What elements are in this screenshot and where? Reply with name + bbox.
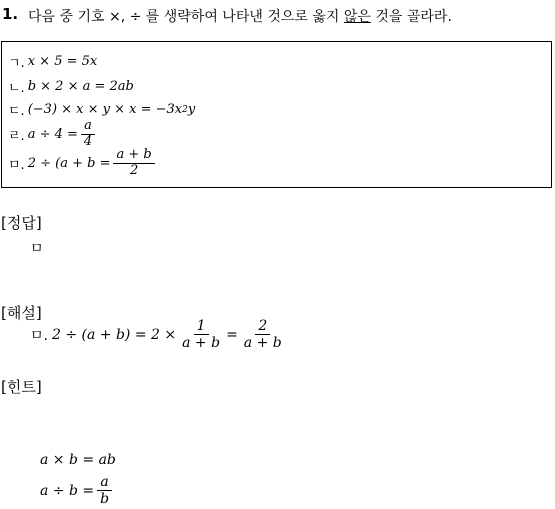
- explanation-fraction-2: [241, 318, 285, 351]
- choice-1: [8, 52, 97, 71]
- fraction-numerator: 2: [255, 318, 270, 335]
- choice-label: ㅁ.: [8, 157, 25, 173]
- choice-2: [8, 77, 134, 96]
- hint-expression-2: a ÷ b =: [40, 482, 95, 499]
- choice-expression: 2 ÷ (a + b =: [27, 155, 111, 171]
- question-text-before: 다음 중 기호 ×, ÷ 를 생략하여 나타낸 것으로 옳지: [28, 9, 340, 25]
- question-text: [28, 6, 452, 26]
- choice-3: [8, 100, 195, 119]
- hint-fraction: [97, 474, 112, 507]
- explanation-fraction-1: [179, 318, 223, 351]
- choice-label: ㄹ.: [8, 128, 25, 144]
- equals-sign: =: [226, 326, 238, 343]
- fraction-denominator: 4: [83, 133, 93, 149]
- choice-label: ㄴ.: [8, 81, 25, 96]
- choice-label: ㄱ.: [8, 56, 25, 71]
- hint-heading: [힌트]: [1, 378, 42, 396]
- fraction-numerator: a + b: [113, 148, 154, 164]
- fraction-denominator: 2: [129, 162, 139, 178]
- fraction-numerator: a: [97, 474, 111, 491]
- choice-expression: x × 5 = 5x: [27, 54, 98, 69]
- answer-heading: [정답]: [1, 214, 42, 232]
- choice-expression-tail: y: [187, 102, 196, 117]
- choice-fraction: [81, 119, 95, 150]
- hint-expression-1: a × b = ab: [40, 452, 116, 468]
- fraction-denominator: b: [100, 491, 110, 508]
- choice-expression: b × 2 × a = 2ab: [27, 79, 134, 94]
- question-underlined-word: 않은: [343, 9, 371, 25]
- explanation-label: ㅁ.: [30, 327, 48, 344]
- choice-exponent: 2: [182, 104, 188, 115]
- fraction-denominator: a + b: [243, 335, 282, 352]
- explanation-expression: 2 ÷ (a + b) = 2 ×: [51, 326, 177, 343]
- hint-line-2: [40, 474, 115, 507]
- choice-expression: (−3) × x × y × x = −3x: [27, 102, 183, 117]
- choice-label: ㄷ.: [8, 104, 25, 119]
- question-number: 1.: [2, 5, 19, 23]
- fraction-numerator: 1: [194, 318, 209, 335]
- answer-value: ㅁ: [30, 241, 44, 257]
- question-text-after: 것을 골라라.: [375, 9, 452, 25]
- choice-4: [8, 119, 98, 150]
- choice-5: [8, 148, 158, 179]
- choice-expression: a ÷ 4 =: [27, 126, 78, 142]
- explanation-line: [30, 318, 288, 351]
- explanation-heading: [해설]: [1, 304, 42, 322]
- choice-fraction: [113, 148, 154, 179]
- hint-line-1: [40, 452, 116, 468]
- fraction-denominator: a + b: [182, 335, 221, 352]
- fraction-numerator: a: [81, 119, 95, 135]
